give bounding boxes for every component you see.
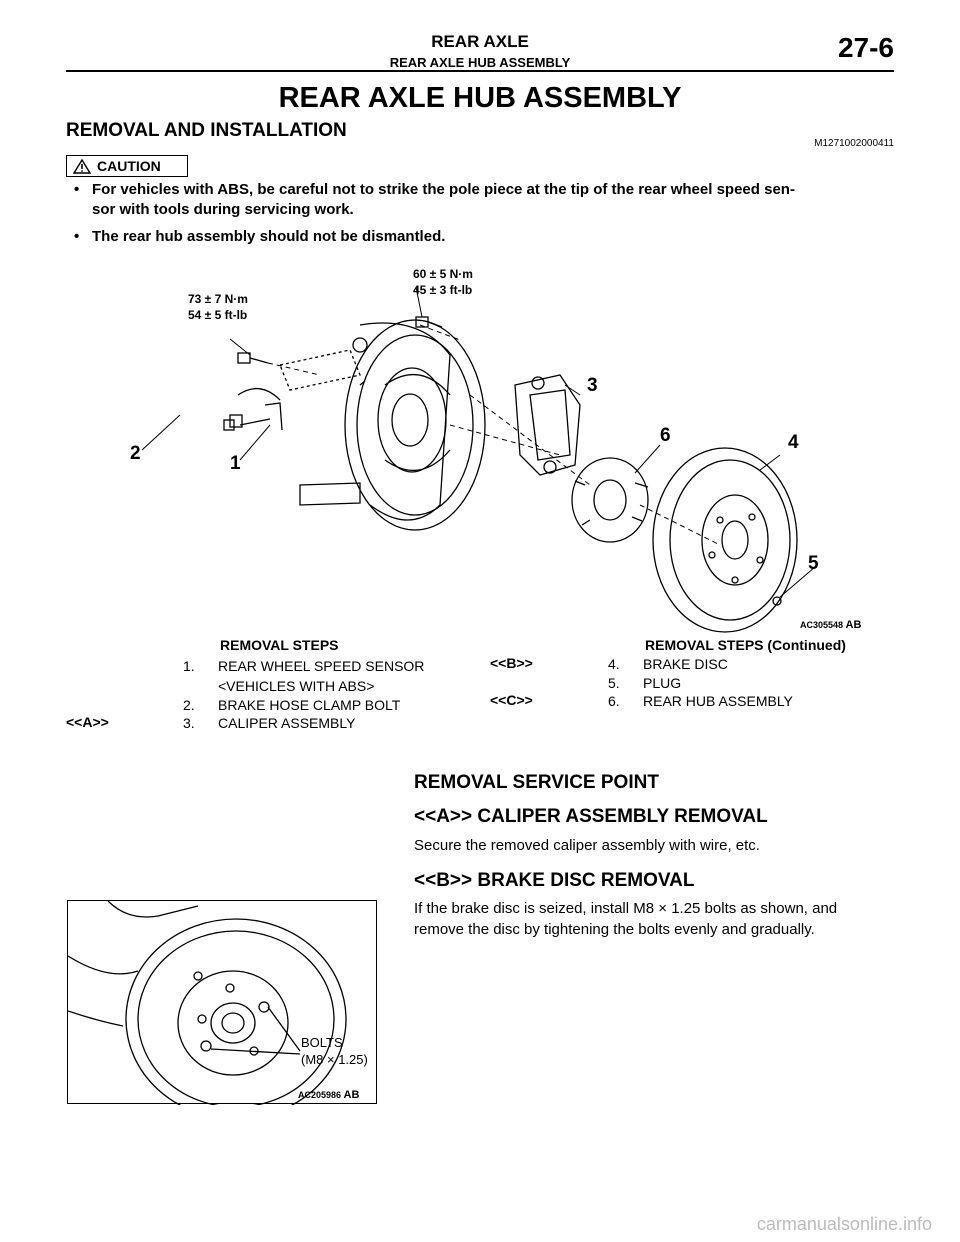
figure-code: AC205986 AB xyxy=(298,1089,360,1101)
warning-icon xyxy=(73,159,91,174)
step-label: CALIPER ASSEMBLY xyxy=(218,715,356,731)
callout-2: 2 xyxy=(130,443,141,464)
removal-steps-continued-heading: REMOVAL STEPS (Continued) xyxy=(645,637,846,653)
section-code: M1271002000411 xyxy=(814,138,894,149)
brake-disc-bolts-drawing xyxy=(68,901,378,1105)
watermark: carmanualsonline.info xyxy=(756,1214,932,1234)
step-number: 1. xyxy=(183,658,195,674)
step-number: 5. xyxy=(608,675,620,691)
callout-4: 4 xyxy=(788,432,799,453)
step-label: BRAKE HOSE CLAMP BOLT xyxy=(218,697,401,713)
step-label: PLUG xyxy=(643,675,682,691)
bullet-icon: • xyxy=(74,181,80,198)
removal-steps-heading: REMOVAL STEPS xyxy=(220,637,339,653)
brake-disc-bolts-figure xyxy=(67,900,377,1104)
callout-6: 6 xyxy=(660,425,671,446)
step-label: REAR HUB ASSEMBLY xyxy=(643,693,793,709)
step-number: 2. xyxy=(183,697,195,713)
callout-3: 3 xyxy=(587,375,598,396)
page-number: 27-6 xyxy=(837,32,894,63)
torque-spec-a: 73 ± 7 N·m 54 ± 5 ft-lb xyxy=(188,292,248,322)
step-label: <VEHICLES WITH ABS> xyxy=(218,678,375,694)
page-title: REAR AXLE HUB ASSEMBLY xyxy=(278,82,682,114)
header-rule xyxy=(66,70,894,72)
step-number: 4. xyxy=(608,656,620,672)
step-number: 6. xyxy=(608,693,620,709)
step-reference: <<A>> xyxy=(66,714,109,730)
disc-removal-heading: <<B>> BRAKE DISC REMOVAL xyxy=(414,870,695,891)
figure-code: AC305548 AB xyxy=(800,619,862,631)
step-label: REAR WHEEL SPEED SENSOR xyxy=(218,658,425,674)
disc-removal-text: If the brake disc is seized, install M8 × 1.25 bolts as shown, and xyxy=(414,900,838,917)
caliper-removal-text: Secure the removed caliper assembly with wire, etc. xyxy=(414,837,760,854)
chapter-subtitle: REAR AXLE HUB ASSEMBLY xyxy=(389,55,571,70)
section-title: REMOVAL AND INSTALLATION xyxy=(66,120,347,141)
callout-5: 5 xyxy=(808,553,819,574)
step-reference: <<B>> xyxy=(490,655,533,671)
service-point-heading: REMOVAL SERVICE POINT xyxy=(414,772,659,793)
caliper-removal-heading: <<A>> CALIPER ASSEMBLY REMOVAL xyxy=(414,806,768,827)
step-reference: <<C>> xyxy=(490,692,533,708)
bullet-icon: • xyxy=(74,228,80,245)
step-number: 3. xyxy=(183,715,195,731)
torque-spec-b: 60 ± 5 N·m 45 ± 3 ft-lb xyxy=(413,267,473,297)
disc-removal-text-continued: remove the disc by tightening the bolts evenly and gradually. xyxy=(414,921,815,938)
chapter-title: REAR AXLE xyxy=(431,32,529,51)
caution-label: CAUTION xyxy=(97,158,161,174)
bolts-label: BOLTS (M8 × 1.25) xyxy=(301,1035,368,1067)
step-label: BRAKE DISC xyxy=(643,656,728,672)
caution-box xyxy=(66,155,188,177)
callout-1: 1 xyxy=(230,453,241,474)
exploded-view-figure xyxy=(120,255,900,635)
